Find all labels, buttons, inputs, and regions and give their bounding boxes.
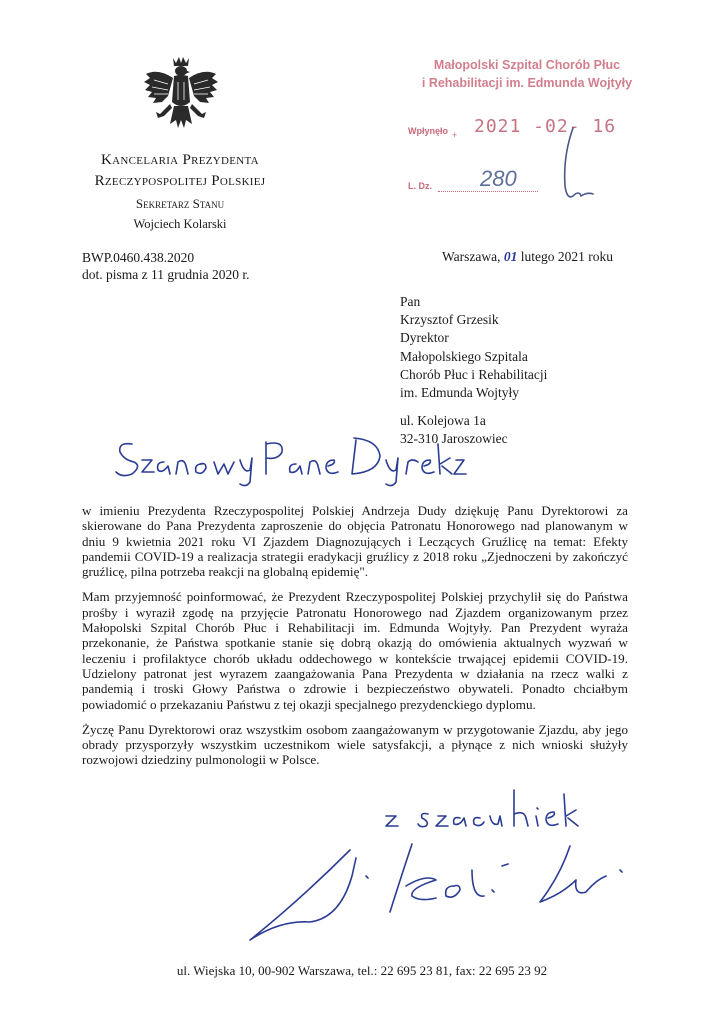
- handwritten-salutation: [110, 430, 470, 490]
- stamp-received-label: Wpłynęło: [408, 126, 448, 136]
- date-month-year: lutego 2021 roku: [520, 249, 614, 264]
- body-paragraph-2: Mam przyjemność poinformować, że Prezydent Rzeczypospolitej Polskiej przychylił się do Państwa prośby i wyraził zgodę na przyjęcie Patronatu Honorowego nad Zjazdem organizowanym przez Małopolski Szpital Chorób Płuc i Rehabilitacji im. Edmunda Wojtyły. Pan Prezydent wyraża przekonanie, że Państwa spotkanie stanie się dobrą okazją do omówienia aktualnych wyzwań w leczeniu i profilaktyce chorób układu oddechowego w kontekście trwającej epidemii COVID-19. Udzielony patronat jest wyrazem zaangażowania Pana Prezydenta w działania na rzecz walki z pandemią i troski Głowy Państwa o zdrowie i bezpieczeństwo obywateli. Ponadto chciałbym powiadomić o przekazaniu Państwu z tej okazji specjalnego prezydenckiego dyplomu.: [82, 589, 628, 712]
- addressee-street: ul. Kolejowa 1a: [400, 413, 486, 429]
- addressee-line5: Chorób Płuc i Rehabilitacji: [400, 366, 548, 382]
- reference-block: [82, 249, 249, 283]
- stamp-received-dots: +: [452, 130, 458, 140]
- addressee-block: [400, 293, 547, 449]
- handwritten-closing: [380, 780, 600, 835]
- registration-stamp: [394, 56, 649, 216]
- sender-name: Wojciech Kolarski: [133, 217, 227, 231]
- stamp-name-line1: Małopolski Szpital Chorób Płuc: [433, 58, 621, 72]
- date-line: [442, 249, 613, 265]
- addressee-line6: im. Edmunda Wojtyły: [400, 385, 520, 401]
- signature: [240, 840, 640, 960]
- letter-reference: dot. pisma z 11 grudnia 2020 r.: [82, 267, 250, 282]
- addressee-line3: Dyrektor: [400, 330, 449, 346]
- letter-body: [82, 503, 628, 778]
- footer-contact: ul. Wiejska 10, 00-902 Warszawa, tel.: 22 695 23 81, fax: 22 695 23 92: [176, 963, 548, 978]
- addressee-line2: Krzysztof Grzesik: [400, 312, 499, 328]
- stamp-initials-scribble: [559, 126, 599, 206]
- stamp-institution-name: [412, 56, 642, 92]
- body-paragraph-1: w imieniu Prezydenta Rzeczypospolitej Polskiej Andrzeja Dudy dziękuję Panu Dyrektorowi za skierowane do Pana Prezydenta zaproszenie do objęcia Patronatu Honorowego nad planowanym w dniu 9 kwietnia 2021 roku VI Zjazdem Diagnozujących i Leczących Gruźlicę na temat: Efekty pandemii COVID-19 a realizacja strategii eradykacji gruźlicy z 2018 roku „Zjednoczeni by zakończyć gruźlicę, pilna potrzeba reakcji na globalną epidemię".: [82, 503, 628, 580]
- sender-office-block: [60, 150, 300, 235]
- polish-eagle-emblem: [140, 54, 222, 142]
- sender-position: Sekretarz Stanu: [135, 196, 225, 211]
- addressee-city: 32-310 Jaroszowiec: [400, 431, 508, 447]
- office-name-line2: Rzeczypospolitej Polskiej: [94, 173, 266, 189]
- stamp-name-line2: i Rehabilitacji im. Edmunda Wojtyły: [421, 76, 633, 90]
- case-number: BWP.0460.438.2020: [82, 250, 195, 265]
- addressee-line1: Pan: [400, 294, 421, 309]
- addressee-line4: Małopolskiego Szpitala: [400, 348, 528, 364]
- date-city: Warszawa,: [442, 249, 501, 264]
- date-day-handwritten: 01: [503, 249, 518, 264]
- stamp-ld-label: L. Dz.: [408, 181, 432, 191]
- stamp-received-date: 2021 -02- 16: [474, 116, 617, 137]
- office-name-line1: Kancelaria Prezydenta: [101, 152, 259, 168]
- body-paragraph-3: Życzę Panu Dyrektorowi oraz wszystkim osobom zaangażowanym w przygotowanie Zjazdu, aby jego obrady przysporzyły wszystkim uczestnikom wiele satysfakcji, a płynące z nich wnioski służyły rozwojowi dziedziny pulmonologii w Polsce.: [82, 721, 628, 768]
- stamp-ld-number: 280: [480, 166, 517, 191]
